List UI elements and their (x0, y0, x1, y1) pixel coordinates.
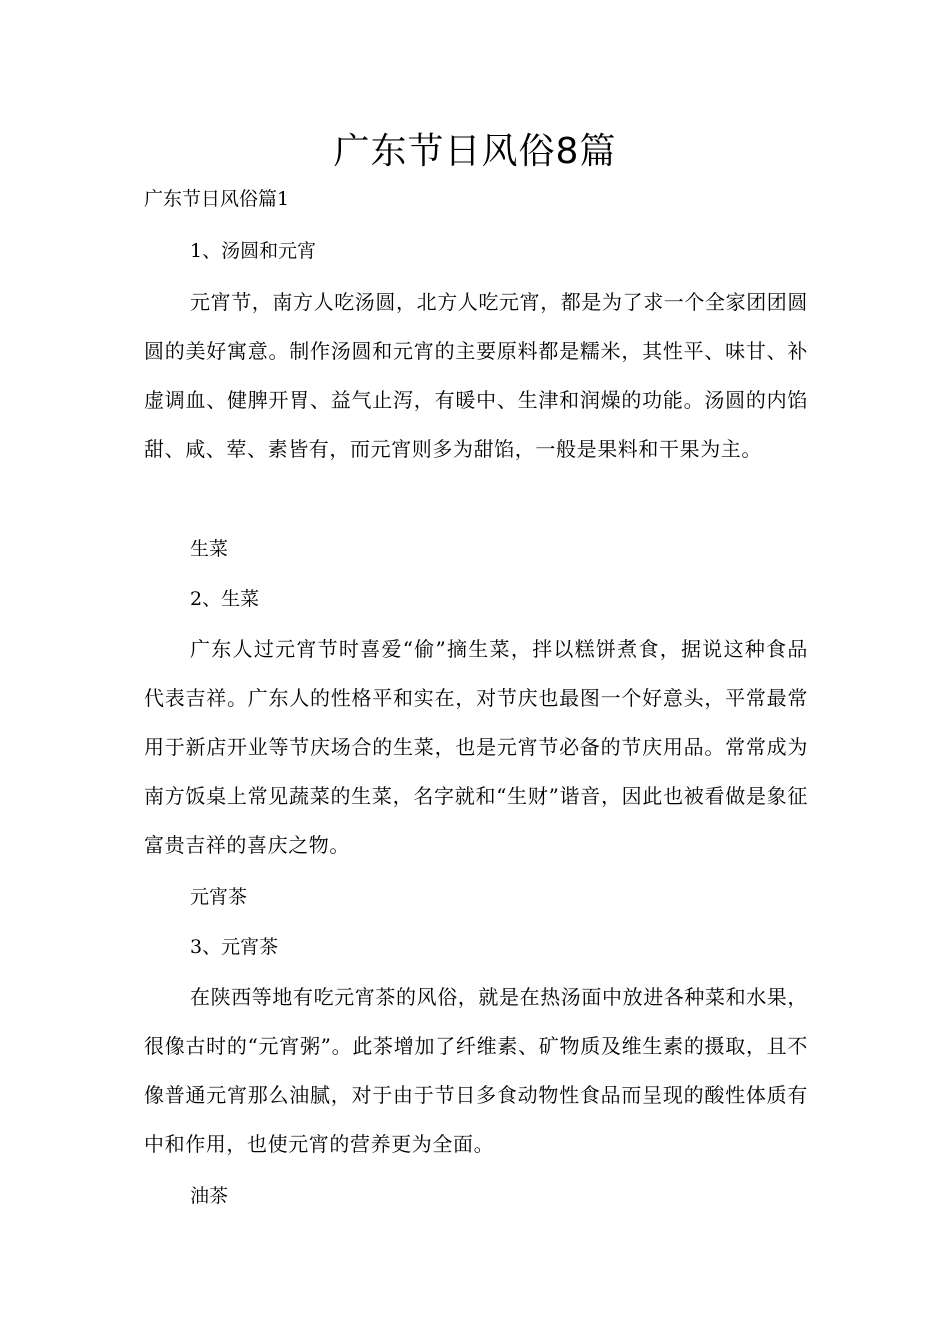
paragraph-yuanxiaocha: 在陕西等地有吃元宵茶的风俗，就是在热汤面中放进各种菜和水果，很像古时的“元宵粥”。此茶增加了纤维素、矿物质及维生素的摄取，且不像普通元宵那么油腻，对于由于节日多食动物性食品而呈现的酸性体质有中和作用，也使元宵的营养更为全面。 (144, 985, 808, 1156)
paragraph-shengcai: 广东人过元宵节时喜爱“偷”摘生菜，拌以糕饼煮食，据说这种食品代表吉祥。广东人的性格平和实在，对节庆也最图一个好意头，平常最常用于新店开业等节庆场合的生菜，也是元宵节必备的节庆用品。常常成为南方饭桌上常见蔬菜的生菜，名字就和“生财”谐音，因此也被看做是象征富贵吉祥的喜庆之物。 (144, 637, 808, 857)
section-heading-yuanxiaocha: 3、元宵茶 (190, 936, 279, 958)
document-title: 广东节日风俗8篇 (333, 131, 617, 172)
section-subheading: 广东节日风俗篇1 (144, 188, 290, 210)
section-label-yuanxiaocha: 元宵茶 (190, 886, 248, 908)
paragraph-tangyuan: 元宵节，南方人吃汤圆，北方人吃元宵，都是为了求一个全家团团圆圆的美好寓意。制作汤圆和元宵的主要原料都是糯米，其性平、味甘、补虚调血、健脾开胃、益气止泻，有暖中、生津和润燥的功能。汤圆的内馅甜、咸、荤、素皆有，而元宵则多为甜馅，一般是果料和干果为主。 (144, 290, 808, 461)
section-heading-shengcai: 2、生菜 (190, 588, 260, 610)
section-heading-tangyuan: 1、汤圆和元宵 (190, 240, 317, 262)
section-label-youcha: 油茶 (190, 1185, 229, 1207)
section-label-shengcai: 生菜 (190, 538, 229, 560)
